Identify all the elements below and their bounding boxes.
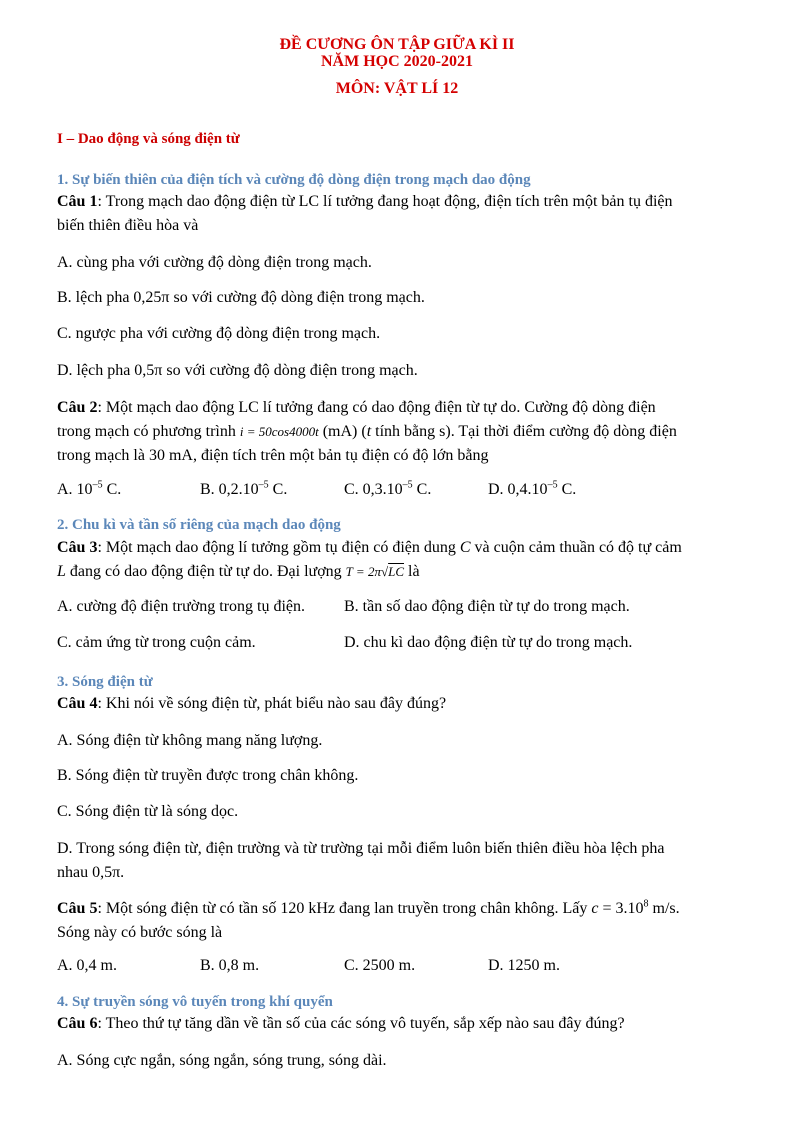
subject-title: MÔN: VẬT LÍ 12 (335, 80, 459, 97)
question-text: : Trong mạch dao động điện từ LC lí tưởng đang hoạt động, điện tích trên một bản tụ điện (97, 193, 673, 210)
subsection-heading-3: 3. Sóng điện từ (57, 674, 153, 690)
question-label: Câu 3 (57, 539, 98, 556)
subsection-heading-1: 1. Sự biến thiên của điện tích và cường độ dòng điện trong mạch dao động (57, 172, 531, 188)
document-title: ĐỀ CƯƠNG ÔN TẬP GIỮA KÌ II (279, 36, 515, 53)
option-a: A. cường độ điện trường trong tụ điện. (57, 598, 306, 615)
question-5: Câu 5: Một sóng điện từ có tần số 120 kHz đang lan truyền trong chân không. Lấy $c = 3.10^8$ m/s. Sóng này có bước sóng là (57, 898, 680, 941)
option-a: A. Sóng cực ngắn, sóng ngắn, sóng trung, sóng dài. (57, 1052, 387, 1069)
period-formula: T = 2π√LC (345, 564, 404, 579)
options-row-q2 (57, 481, 747, 505)
question-text: biến thiên điều hòa và (57, 217, 199, 234)
question-label: Câu 1 (57, 193, 98, 210)
option-d: D. chu kì dao động điện từ tự do trong mạch. (344, 634, 633, 651)
question-label: Câu 4 (57, 695, 98, 712)
option-d: D. Trong sóng điện từ, điện trường và từ trường tại mỗi điểm luôn biến thiên điều hòa lệch pha nhau 0,5π. (57, 840, 665, 881)
question-1 (57, 190, 747, 238)
option-b: B. lệch pha 0,25π so với cường độ dòng điện trong mạch. (57, 289, 425, 306)
school-year: NĂM HỌC 2020-2021 (321, 53, 473, 70)
subsection-heading-2: 2. Chu kì và tần số riêng của mạch dao động (57, 517, 341, 533)
current-formula: i = 50cos4000t (239, 424, 319, 439)
question-label: Câu 2 (57, 399, 98, 416)
option-c: C. $0,3.10^{-5}$ C. (344, 479, 432, 498)
question-label: Câu 5 (57, 900, 98, 917)
option-d: D. 1250 m. (488, 957, 560, 974)
question-3: Câu 3: Một mạch dao động lí tưởng gồm tụ điện có điện dung C và cuộn cảm thuần có độ tự cảm L đang có dao động điện từ tự do. Đại lượng T = 2π√LC là (57, 539, 682, 580)
option-d: D. lệch pha 0,5π so với cường độ dòng điện trong mạch. (57, 362, 418, 379)
subsection-heading-4: 4. Sự truyền sóng vô tuyến trong khí quyển (57, 994, 333, 1010)
section-heading: I – Dao động và sóng điện từ (57, 131, 240, 147)
option-c: C. cảm ứng từ trong cuộn cảm. (57, 634, 256, 651)
options-row-q5 (57, 957, 747, 981)
option-b: B. $0,2.10^{-5}$ C. (200, 479, 288, 498)
option-b: B. tần số dao động điện từ tự do trong mạch. (344, 598, 630, 615)
option-b: B. Sóng điện từ truyền được trong chân không. (57, 767, 359, 784)
option-a: A. Sóng điện từ không mang năng lượng. (57, 732, 323, 749)
question-label: Câu 6 (57, 1015, 98, 1032)
option-b: B. 0,8 m. (200, 957, 260, 974)
option-a: A. cùng pha với cường độ dòng điện trong mạch. (57, 254, 372, 271)
question-6: Câu 6: Theo thứ tự tăng dần về tần số của các sóng vô tuyến, sắp xếp nào sau đây đúng? (57, 1015, 625, 1032)
options-row-q3-1 (57, 598, 747, 622)
option-c: C. ngược pha với cường độ dòng điện trong mạch. (57, 325, 381, 342)
question-4: Câu 4: Khi nói về sóng điện từ, phát biểu nào sau đây đúng? (57, 695, 447, 712)
option-c: C. Sóng điện từ là sóng dọc. (57, 803, 239, 820)
option-a: A. $10^{-5}$ C. (57, 479, 122, 498)
options-row-q3-2 (57, 634, 747, 658)
question-2: Câu 2: Một mạch dao động LC lí tưởng đang có dao động điện từ tự do. Cường độ dòng điện trong mạch có phương trình i = 50cos4000t (mA) (t tính bằng s). Tại thời điểm cường độ dòng điện trong mạch là 30 mA, điện tích trên một bản tụ điện có độ lớn bằng (57, 399, 677, 464)
option-d: D. $0,4.10^{-5}$ C. (488, 479, 577, 498)
option-a: A. 0,4 m. (57, 957, 117, 974)
option-c: C. 2500 m. (344, 957, 416, 974)
